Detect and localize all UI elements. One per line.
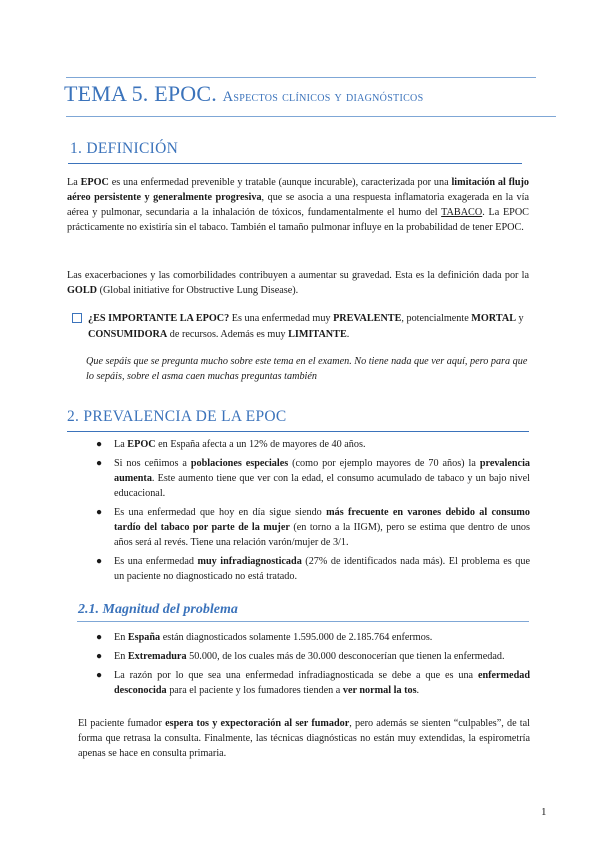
text-run: y bbox=[516, 313, 524, 324]
text-run: (como por ejemplo mayores de 70 años) la bbox=[288, 458, 480, 469]
bullet-dot-icon: ● bbox=[96, 556, 103, 567]
bold-text: CONSUMIDORA bbox=[88, 328, 168, 340]
bullet-dot-icon: ● bbox=[96, 458, 103, 469]
bold-text: EPOC bbox=[127, 439, 156, 450]
text-run: En bbox=[114, 632, 128, 643]
title-bottom-rule bbox=[66, 116, 556, 117]
text-run: , potencialmente bbox=[401, 313, 472, 324]
bold-text: GOLD bbox=[67, 285, 98, 296]
list-item bbox=[96, 505, 530, 550]
text-run: en España afecta a un 12% de mayores de 40 años. bbox=[155, 439, 366, 450]
bold-text: España bbox=[127, 632, 161, 643]
list-item bbox=[96, 649, 530, 664]
text-run: están diagnosticados solamente 1.595.000 de 2.185.764 enfermos. bbox=[160, 632, 433, 643]
text-run: Las exacerbaciones y las comorbilidades contribuyen a aumentar su gravedad. Esta es la definición dada por la bbox=[67, 270, 529, 281]
list-item bbox=[96, 554, 530, 584]
list-item bbox=[96, 630, 530, 645]
bold-text: muy infradiagnosticada bbox=[197, 556, 302, 567]
bold-text: limitación al flujo aéreo persistente y generalmente progresiva bbox=[67, 177, 529, 203]
bold-text: más frecuente en varones debido al consumo tardío del tabaco por parte de la mujer bbox=[114, 507, 530, 533]
bullet-dot-icon: ● bbox=[96, 439, 103, 450]
bullet-dot-icon: ● bbox=[96, 507, 103, 518]
document-title bbox=[64, 81, 423, 107]
list-item bbox=[96, 668, 530, 698]
bullet-dot-icon: ● bbox=[96, 651, 103, 662]
text-run: (en torno a la IIGM), pero se estima que dentro de unos años será al revés. Tiene una relación varón/mujer de 3/1. bbox=[114, 522, 530, 548]
bold-text: prevalencia aumenta bbox=[114, 458, 530, 484]
paragraph-closing bbox=[78, 716, 530, 761]
text-run: El paciente fumador bbox=[78, 718, 166, 729]
text-run: de recursos. Además es muy bbox=[167, 328, 289, 340]
paragraph-gold bbox=[67, 268, 529, 298]
text-run: Si nos ceñimos a bbox=[114, 458, 191, 469]
text-run: . La EPOC prácticamente no existiría sin el tabaco. También el tamaño pulmonar influye en la probabilidad de tener EPOC. bbox=[67, 207, 529, 233]
text-run: La razón por lo que sea una enfermedad infradiagnosticada se debe a que es una bbox=[114, 670, 478, 681]
bold-text: ¿ES IMPORTANTE LA EPOC? bbox=[88, 313, 230, 324]
underlined-text: TABACO bbox=[441, 207, 483, 218]
italic-note: Que sepáis que se pregunta mucho sobre este tema en el examen. No tiene nada que ver aquí, pero para que lo sepáis, sobre el asma caen muchas preguntas también bbox=[86, 356, 528, 382]
bullet-dot-icon: ● bbox=[96, 670, 103, 681]
title-subtitle: Aspectos clínicos y diagnósticos bbox=[222, 89, 424, 105]
bullet-dot-icon: ● bbox=[96, 632, 103, 643]
section-heading-rule bbox=[67, 431, 529, 432]
text-run: . bbox=[416, 685, 420, 696]
text-run: Es una enfermedad que hoy en día sigue siendo bbox=[114, 507, 327, 518]
text-run: 50.000, de los cuales más de 30.000 desconocerían que tienen la enfermedad. bbox=[186, 651, 505, 662]
subsection-heading-rule bbox=[77, 621, 529, 622]
bold-text: ver normal la tos bbox=[342, 685, 417, 696]
text-run: (Global initiative for Obstructive Lung Disease). bbox=[97, 285, 299, 296]
important-question-block bbox=[72, 311, 532, 342]
text-run: La bbox=[67, 177, 81, 188]
list-item bbox=[96, 437, 530, 452]
page-number: 1 bbox=[541, 806, 547, 818]
important-text bbox=[88, 311, 532, 342]
text-run: . bbox=[346, 328, 350, 340]
text-run: Es una enfermedad muy bbox=[229, 313, 334, 324]
prevalence-list bbox=[96, 437, 530, 588]
bold-text: PREVALENTE bbox=[333, 313, 402, 324]
bold-text: poblaciones especiales bbox=[190, 458, 289, 469]
section-heading-prevalencia: 2. PREVALENCIA DE LA EPOC bbox=[67, 408, 287, 425]
bold-text: MORTAL bbox=[471, 313, 516, 324]
text-run: es una enfermedad prevenible y tratable (aunque incurable), caracterizada por una bbox=[108, 177, 452, 188]
paragraph-definition bbox=[67, 175, 529, 235]
title-top-rule bbox=[66, 77, 536, 78]
text-run: Es una enfermedad bbox=[114, 556, 198, 567]
bold-text: Extremadura bbox=[127, 651, 187, 662]
bold-text: LIMITANTE bbox=[288, 328, 347, 340]
text-run: , pero además se sienten “culpables”, de tal forma que retrasa la consulta. Finalmente, las técnicas diagnósticas no están muy extendidas, la espirometría apenas se hace en consulta primaria. bbox=[78, 718, 530, 759]
text-run: (27% de identificados nada más). El problema es que un paciente no diagnosticado no está tratado. bbox=[114, 556, 530, 582]
text-run: , que se asocia a una respuesta inflamatoria exagerada en la vía aérea y pulmonar, secundaria a la inhalación de tóxicos, fundamentalmente el humo del bbox=[67, 192, 529, 218]
bold-text: espera tos y expectoración al ser fumador bbox=[165, 718, 350, 729]
list-item bbox=[96, 456, 530, 501]
text-run: La bbox=[114, 439, 128, 450]
empty-square-icon bbox=[72, 313, 82, 323]
bold-text: EPOC bbox=[80, 177, 109, 188]
title-main: TEMA 5. EPOC. bbox=[64, 81, 217, 106]
magnitude-list bbox=[96, 630, 530, 702]
bold-text: enfermedad desconocida bbox=[114, 670, 530, 696]
section-heading-rule bbox=[68, 163, 522, 164]
text-run: . Este aumento tiene que ver con la edad, el consumo acumulado de tabaco y un bajo nivel educacional. bbox=[114, 473, 530, 499]
text-run: para el paciente y los fumadores tienden a bbox=[166, 685, 343, 696]
section-heading-definicion: 1. DEFINICIÓN bbox=[70, 140, 179, 157]
subsection-heading-magnitud: 2.1. Magnitud del problema bbox=[78, 602, 238, 617]
text-run: En bbox=[114, 651, 128, 662]
